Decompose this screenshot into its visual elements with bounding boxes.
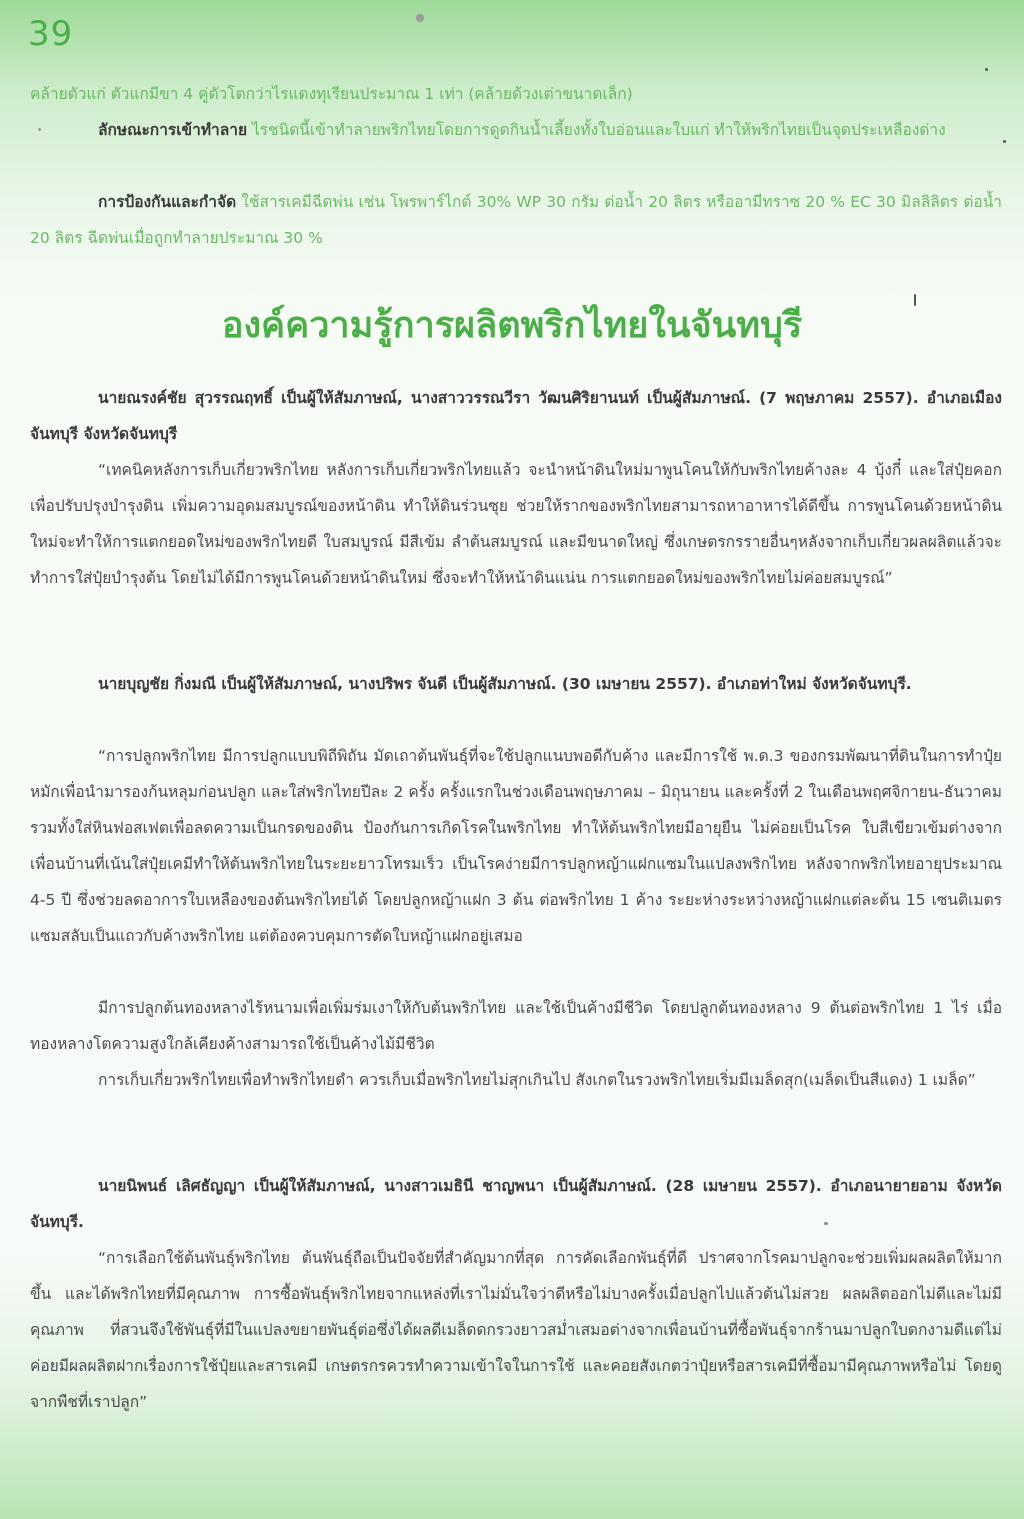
interview-2-paragraph-1: “การปลูกพริกไทย มีการปลูกแบบพิถีพิถัน มัดเถาต้นพันธุ์ที่จะใช้ปลูกแนบพอดีกับค้าง และมีการใช้ พ.ด.3 ของกรมพัฒนาที่ดินในการทำปุ๋ยหมักเพื่อนำมารองก้นหลุมก่อนปลูก และใส่พริกไทยปีละ 2 ครั้ง ครั้งแรกในช่วงเดือนพฤษภาคม – มิถุนายน และครั้งที่ 2 ในเดือนพฤศจิกายน-ธันวาคม รวมทั้งใส่หินฟอสเฟตเพื่อลดความเป็นกรดของดิน ป้องกันการเกิดโรคในพริกไทย ทำให้ต้นพริกไทยมีอายุยืน ไม่ค่อยเป็นโรค ใบสีเขียวเข้มต่างจากเพื่อนบ้านที่เน้นใส่ปุ๋ยเคมีทำให้ต้นพริกไทยในระยะยาวโทรมเร็ว เป็นโรคง่ายมีการปลูกหญ้าแฝกแซมในแปลงพริกไทย หลังจากพริกไทยอายุประมาณ 4-5 ปี ซึ่งช่วยลดอาการใบเหลืองของต้นพริกไทยได้ โดยปลูกหญ้าแฝก 3 ต้น ต่อพริกไทย 1 ค้าง ระยะห่างระหว่างหญ้าแฝกแต่ละต้น 15 เซนติเมตร แซมสลับเป็นแถวกับค้างพริกไทย แต่ต้องควบคุมการตัดใบหญ้าแฝกอยู่เสมอ	[30, 747, 1002, 945]
interview-2-paragraph-2: มีการปลูกต้นทองหลางไร้หนามเพื่อเพิ่มร่มเงาให้กับต้นพริกไทย และใช้เป็นค้างมีชีวิต โดยปลูกต้นทองหลาง 9 ต้นต่อพริกไทย 1 ไร่ เมื่อทองหลางโตความสูงใกล้เคียงค้างสามารถใช้เป็นค้างไม้มีชีวิต	[30, 999, 1002, 1053]
control-text: ใช้สารเคมีฉีดพ่น เช่น โพรพาร์ไกต์ 30% WP 30 กรัม ต่อน้ำ 20 ลิตร หรืออามีทราซ 20 % EC 30 มิลลิลิตร ต่อน้ำ 20 ลิตร ฉีดพ่นเมื่อถูกทำลายประมาณ 30 %	[30, 193, 1002, 247]
scan-speck	[914, 294, 916, 306]
control-label: การป้องกันและกำจัด	[98, 193, 237, 211]
page-number: 39	[28, 14, 74, 54]
damage-paragraph	[30, 112, 1002, 148]
scan-speck	[38, 128, 41, 131]
interview-3-citation: นายนิพนธ์ เลิศธัญญา เป็นผู้ให้สัมภาษณ์, นางสาวเมธินี ชาญพนา เป็นผู้สัมภาษณ์. (28 เมษายน 2557). อำเภอนายายอาม จังหวัดจันทบุรี.	[30, 1177, 1002, 1231]
intro-description: คล้ายตัวแก่ ตัวแกมีขา 4 คู่ตัวโตกว่าไรแดงทุเรียนประมาณ 1 เท่า (คล้ายด้วงเต่าขนาดเล็ก)	[30, 85, 633, 103]
interview-1-paragraph-1: “เทคนิคหลังการเก็บเกี่ยวพริกไทย หลังการเก็บเกี่ยวพริกไทยแล้ว จะนำหน้าดินใหม่มาพูนโคนให้กับพริกไทยค้างละ 4 บุ้งกี๋ และใส่ปุ๋ยคอกเพื่อปรับปรุงบำรุงดิน เพิ่มความอุดมสมบูรณ์ของหน้าดิน ทำให้ดินร่วนซุย ช่วยให้รากของพริกไทยสามารถหาอาหารได้ดีขึ้น การพูนโคนด้วยหน้าดินใหม่จะทำให้การแตกยอดใหม่ของพริกไทยดี ใบสมบูรณ์ มีสีเข้ม ลำต้นสมบูรณ์ และมีขนาดใหญ่ ซึ่งเกษตรกรรายอื่นๆหลังจากเก็บเกี่ยวผลผลิตแล้วจะทำการใส่ปุ๋ยบำรุงต้น โดยไม่ได้มีการพูนโคนด้วยหน้าดินใหม่ ซึ่งจะทำให้หน้าดินแน่น การแตกยอดใหม่ของพริกไทยไม่ค่อยสมบูรณ์”	[30, 461, 1002, 587]
scan-speck	[824, 1222, 828, 1225]
interview-2-paragraph-3: การเก็บเกี่ยวพริกไทยเพื่อทำพริกไทยดำ ควรเก็บเมื่อพริกไทยไม่สุกเกินไป สังเกตในรวงพริกไทยเริ่มมีเมล็ดสุก(เมล็ดเป็นสีแดง) 1 เมล็ด”	[98, 1071, 976, 1089]
interview-3-paragraph-1: “การเลือกใช้ต้นพันธุ์พริกไทย ต้นพันธุ์ถือเป็นปัจจัยที่สำคัญมากที่สุด การคัดเลือกพันธุ์ที่ดี ปราศจากโรคมาปลูกจะช่วยเพิ่มผลผลิตให้มากขึ้น และได้พริกไทยที่มีคุณภาพ การซื้อพันธุ์พริกไทยจากแหล่งที่เราไม่มั่นใจว่าดีหรือไม่บางครั้งเมื่อปลูกไปแล้วต้นไม่สวย ผลผลิตออกไม่ดีและไม่มีคุณภาพ ที่สวนจึงใช้พันธุ์ที่มีในแปลงขยายพันธุ์ต่อซึ่งได้ผลดีเมล็ดดกรวงยาวสม่ำเสมอต่างจากเพื่อนบ้านที่ซื้อพันธุ์จากร้านมาปลูกใบดกงามดีแต่ไม่ค่อยมีผลผลิตฝากเรื่องการใช้ปุ๋ยและสารเคมี เกษตรกรควรทำความเข้าใจในการใช้ และคอยสังเกตว่าปุ๋ยหรือสารเคมีที่ซื้อมามีคุณภาพหรือไม่ โดยดูจากพืชที่เราปลูก”	[30, 1249, 1002, 1411]
scan-speck	[416, 14, 424, 22]
scan-speck	[1003, 140, 1006, 143]
section-title: องค์ความรู้การผลิตพริกไทยในจันทบุรี	[221, 305, 803, 346]
scan-speck	[985, 68, 988, 71]
damage-label: ลักษณะการเข้าทำลาย	[98, 121, 248, 139]
control-paragraph	[30, 184, 1002, 256]
damage-text: ไรชนิดนี้เข้าทำลายพริกไทยโดยการดูดกินน้ำเลี้ยงทั้งใบอ่อนและใบแก่ ทำให้พริกไทยเป็นจุดประเหลืองด่าง	[251, 121, 946, 139]
interview-1-citation: นายณรงค์ชัย สุวรรณฤทธิ์ เป็นผู้ให้สัมภาษณ์, นางสาววรรณวีรา วัฒนศิริยานนท์ เป็นผู้สัมภาษณ์. (7 พฤษภาคม 2557). อำเภอเมืองจันทบุรี จังหวัดจันทบุรี	[30, 389, 1002, 443]
interview-2-citation: นายบุญชัย กิ่งมณี เป็นผู้ให้สัมภาษณ์, นางปริพร จันดี เป็นผู้สัมภาษณ์. (30 เมษายน 2557). อำเภอท่าใหม่ จังหวัดจันทบุรี.	[98, 675, 912, 693]
